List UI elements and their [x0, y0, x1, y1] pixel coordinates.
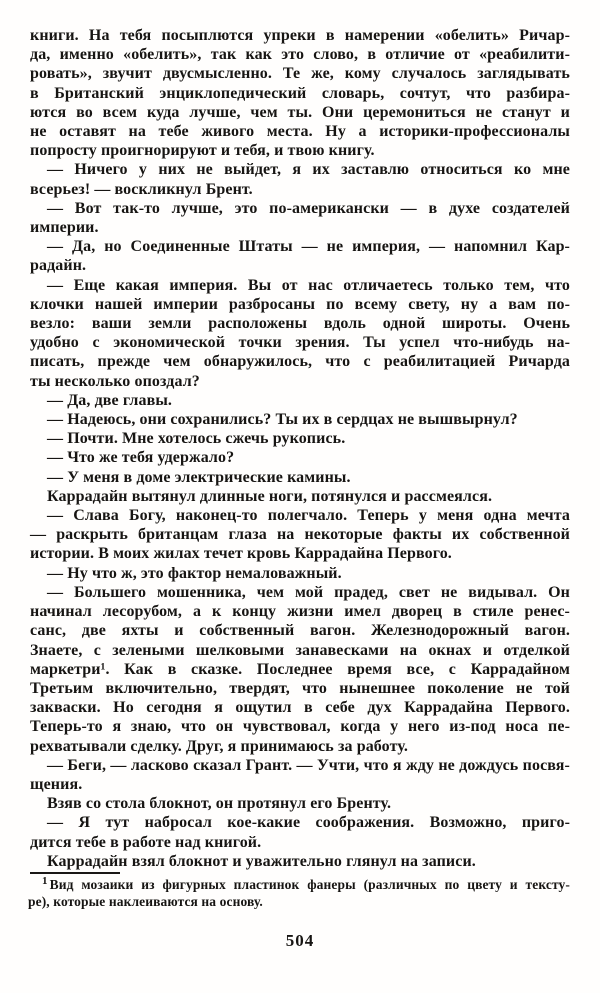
text-line: в Британский энциклопедический словарь, сочтут, что разбира-	[30, 84, 570, 102]
text-line: — Что же тебя удержало?	[47, 449, 235, 467]
text-line: Третьим включительно, твердят, что нынешнее поколение не той	[30, 679, 570, 697]
paragraph	[30, 468, 570, 487]
paragraph	[30, 237, 570, 275]
text-line: дится тебе в работе над книгой.	[30, 833, 262, 851]
text-line: — Надеюсь, они сохранились? Ты их в сердцах не вышвырнул?	[47, 411, 518, 429]
text-line: клочки нашей империи разбросаны по всему свету, ну а вам по-	[30, 295, 570, 313]
text-line: — раскрыть британцам глаза на некоторые факты их собственной	[30, 526, 570, 544]
text-line: санс, две яхты и собственный вагон. Железнодорожный вагон.	[30, 622, 570, 640]
text-line: — Ничего у них не выйдет, я их заставлю относиться ко мне	[47, 161, 570, 179]
paragraph	[30, 391, 570, 410]
paragraph	[30, 756, 570, 794]
text-line: — У меня в доме электрические камины.	[47, 468, 351, 486]
paragraph	[30, 506, 570, 564]
footnote-marker: 1	[42, 875, 48, 887]
text-line: — Ну что ж, это фактор немаловажный.	[47, 564, 342, 582]
page-body-text	[30, 26, 570, 871]
text-line: щения.	[30, 775, 83, 793]
text-line: попросту проигнорируют и тебя, и твою книгу.	[30, 142, 375, 160]
text-line: ются во всем куда лучше, чем ты. Они церемониться не станут и	[30, 103, 570, 121]
text-line: Взяв со стола блокнот, он протянул его Бренту.	[47, 795, 392, 813]
text-line: — Да, но Соединенные Штаты — не империя, — напомнил Кар-	[47, 238, 570, 256]
text-line: Каррадайн взял блокнот и уважительно глянул на записи.	[47, 852, 476, 870]
text-line: всерьез! — воскликнул Брент.	[30, 180, 253, 198]
paragraph	[30, 794, 570, 813]
text-line: да, именно «обелить», так как это слово, в отличие от «реабилити-	[30, 46, 570, 64]
paragraph	[30, 199, 570, 237]
paragraph	[30, 448, 570, 467]
paragraph	[30, 852, 570, 871]
paragraph	[30, 564, 570, 583]
paragraph	[30, 26, 570, 160]
footnote-line: ре), которые наклеиваются на основу.	[28, 893, 263, 909]
paragraph	[30, 429, 570, 448]
footnote-line: $^1$ Вид мозаики из фигурных пластинок фанеры (различных по цвету и тексту-	[42, 875, 570, 892]
paragraph	[30, 276, 570, 391]
page-number: 504	[285, 931, 315, 950]
footnote	[28, 877, 570, 911]
text-line: — Я тут набросал кое-какие соображения. Возможно, приго-	[47, 814, 570, 832]
text-line: — Да, две главы.	[47, 391, 173, 409]
text-line: удобно с экономической точки зрения. Ты успел что-нибудь на-	[30, 334, 570, 352]
footnote-separator	[30, 872, 120, 874]
paragraph	[30, 160, 570, 198]
text-line: Знаете, с зелеными шелковыми занавесками на окнах и отделкой	[30, 641, 570, 659]
text-line: империи.	[30, 219, 99, 237]
text-line: Каррадайн вытянул длинные ноги, потянулся и рассмеялся.	[47, 487, 493, 505]
text-line: — Большего мошенника, чем мой прадед, свет не видывал. Он	[47, 583, 570, 601]
text-line: радайн.	[30, 257, 87, 275]
paragraph	[30, 813, 570, 851]
text-line: не оставят на тебе живого места. Ну а историки-профессионалы	[30, 123, 570, 141]
text-line: книги. На тебя посыплются упреки в намерении «обелить» Ричар-	[30, 27, 570, 44]
text-line: ты несколько опоздал?	[30, 372, 200, 390]
text-line: ровать», звучит двусмысленно. Те же, кому случалось заглядывать	[30, 65, 570, 83]
text-line: истории. В моих жилах течет кровь Каррадайна Первого.	[30, 545, 452, 563]
text-line: рехватывали сделку. Друг, я принимаюсь за работу.	[30, 737, 408, 755]
text-line: — Почти. Мне хотелось сжечь рукопись.	[47, 430, 346, 448]
text-line: писать, прежде чем обнаружилось, что с реабилитацией Ричарда	[30, 353, 570, 371]
text-line: Теперь-то я знаю, что он чувствовал, когда у него из-под носа пе-	[30, 718, 570, 736]
paragraph	[30, 487, 570, 506]
text-line: маркетри¹. Как в сказке. Последнее время все, с Каррадайном	[30, 660, 570, 678]
text-line: — Еще какая империя. Вы от нас отличаетесь только тем, что	[47, 276, 570, 294]
text-line: — Беги, — ласково сказал Грант. — Учти, что я жду не дождусь посвя-	[47, 756, 570, 774]
text-line: начинал лесорубом, а к концу жизни имел дворец в стиле ренес-	[30, 603, 570, 621]
text-line: — Вот так-то лучше, это по-американски — в духе создателей	[47, 199, 570, 217]
paragraph	[30, 410, 570, 429]
paragraph	[30, 583, 570, 756]
text-line: — Слава Богу, наконец-то полегчало. Теперь у меня одна мечта	[47, 507, 570, 525]
text-line: везло: ваши земли расположены вдоль одной широты. Очень	[30, 315, 570, 333]
text-line: закваски. Но сегодня я ощутил в себе дух Каррадайна Первого.	[30, 699, 570, 717]
